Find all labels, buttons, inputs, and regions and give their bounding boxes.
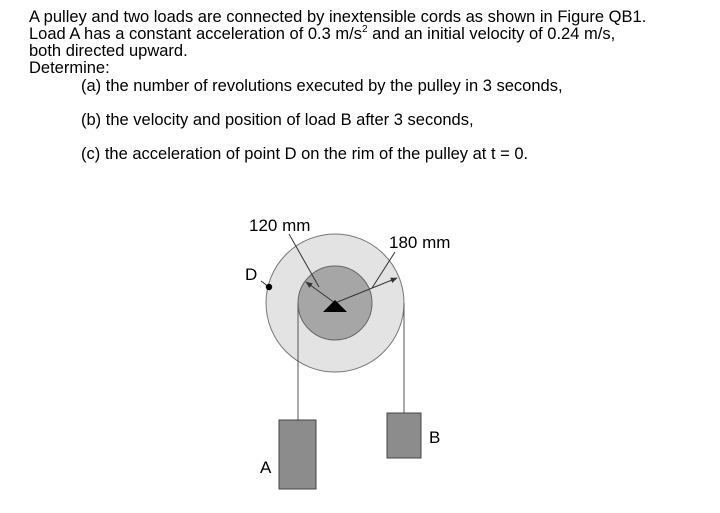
problem-line-2-text-end: and an initial velocity of 0.24 m/s, (367, 25, 616, 43)
problem-line-2-text: Load A has a constant acceleration of 0.3 m/s (29, 25, 362, 43)
load-b (387, 413, 421, 458)
question-b: (b) the velocity and position of load B after 3 seconds, (81, 111, 474, 129)
problem-line-3: both directed upward. (29, 42, 188, 60)
question-c: (c) the acceleration of point D on the rim of the pulley at t = 0. (81, 145, 529, 163)
load-a-label: A (260, 458, 272, 477)
point-d-label: D (245, 265, 258, 284)
load-b-label: B (429, 428, 441, 447)
outer-radius-label: 180 mm (389, 233, 451, 252)
inner-radius-label: 120 mm (249, 216, 311, 235)
question-a: (a) the number of revolutions executed by the pulley in 3 seconds, (81, 77, 563, 95)
problem-line-4: Determine: (29, 59, 110, 77)
problem-line-1: A pulley and two loads are connected by inextensible cords as shown in Figure QB1. (29, 8, 647, 26)
point-d-marker (266, 284, 272, 290)
load-a (279, 420, 316, 489)
superscript-two: 2 (361, 23, 368, 35)
